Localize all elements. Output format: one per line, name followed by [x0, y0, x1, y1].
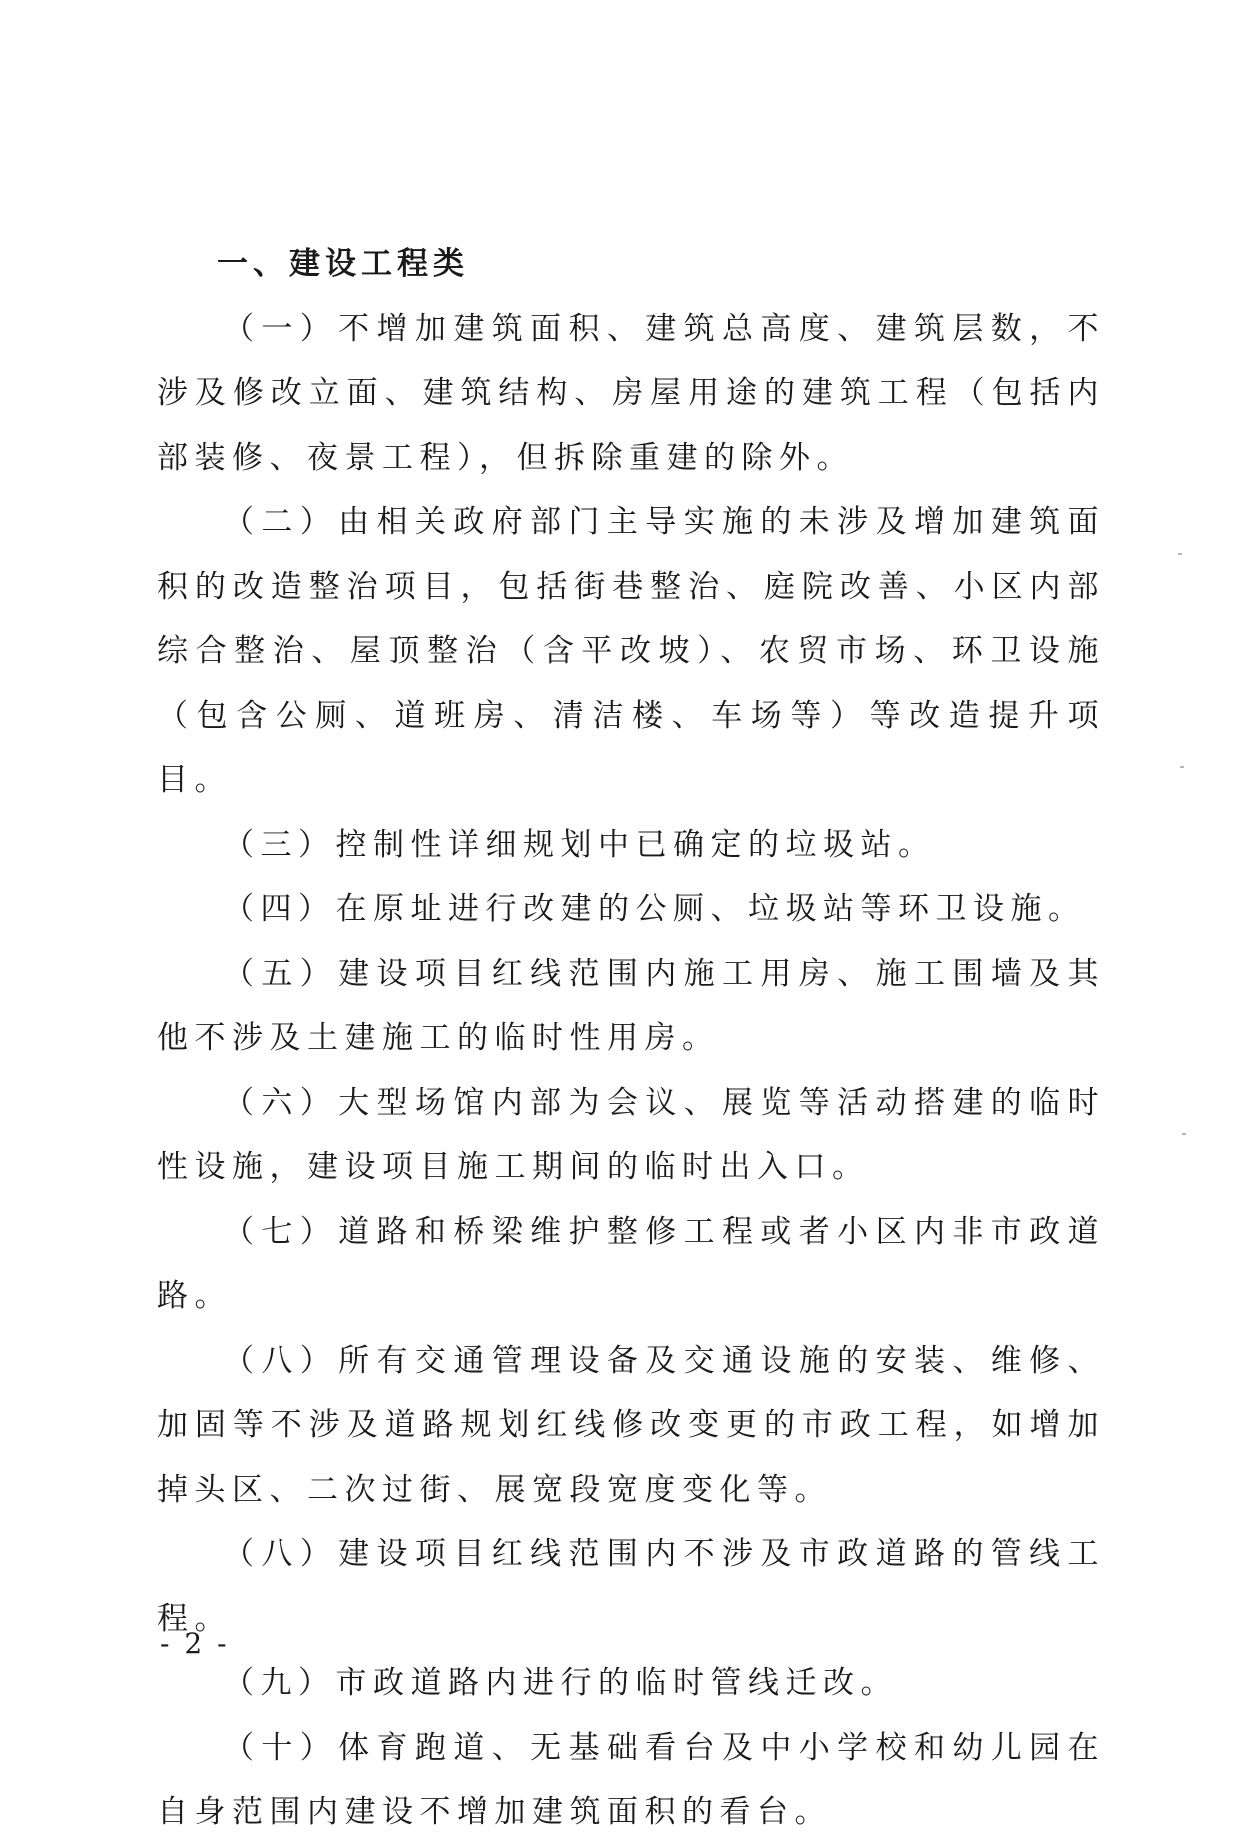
paragraph-item-4: （四）在原址进行改建的公厕、垃圾站等环卫设施。 — [223, 891, 1086, 927]
scan-mark — [1180, 766, 1184, 768]
section-heading: 一、建设工程类 — [217, 246, 469, 282]
scan-mark — [1178, 553, 1182, 555]
paragraph-item-5: （五）建设项目红线范围内施工用房、施工围墙及其他不涉及土建施工的临时性用房。 — [157, 955, 1105, 1056]
paragraph-item-7: （七）道路和桥梁维护整修工程或者小区内非市政道路。 — [157, 1213, 1105, 1314]
document-body — [157, 232, 1105, 1845]
paragraph-item-10: （十）体育跑道、无基础看台及中小学校和幼儿园在自身范围内建设不增加建筑面积的看台。 — [157, 1729, 1105, 1830]
scan-mark — [1182, 1133, 1186, 1135]
paragraph-item-8: （八）所有交通管理设备及交通设施的安装、维修、加固等不涉及道路规划红线修改变更的市政工程，如增加掉头区、二次过街、展宽段宽度变化等。 — [157, 1342, 1105, 1508]
paragraph-item-6: （六）大型场馆内部为会议、展览等活动搭建的临时性设施，建设项目施工期间的临时出入口。 — [157, 1084, 1105, 1185]
paragraph-item-2: （二）由相关政府部门主导实施的未涉及增加建筑面积的改造整治项目，包括街巷整治、庭院改善、小区内部综合整治、屋顶整治（含平改坡）、农贸市场、环卫设施（包含公厕、道班房、清洁楼、车场等）等改造提升项目。 — [157, 504, 1105, 798]
paragraph-item-1: （一）不增加建筑面积、建筑总高度、建筑层数，不涉及修改立面、建筑结构、房屋用途的建筑工程（包括内部装修、夜景工程），但拆除重建的除外。 — [157, 310, 1105, 476]
page-number: - 2 - — [160, 1627, 230, 1660]
paragraph-item-3: （三）控制性详细规划中已确定的垃圾站。 — [223, 826, 936, 863]
paragraph-item-9: （九）市政道路内进行的临时管线迁改。 — [223, 1665, 898, 1701]
paragraph-item-8b: （八）建设项目红线范围内不涉及市政道路的管线工程。 — [157, 1536, 1105, 1637]
